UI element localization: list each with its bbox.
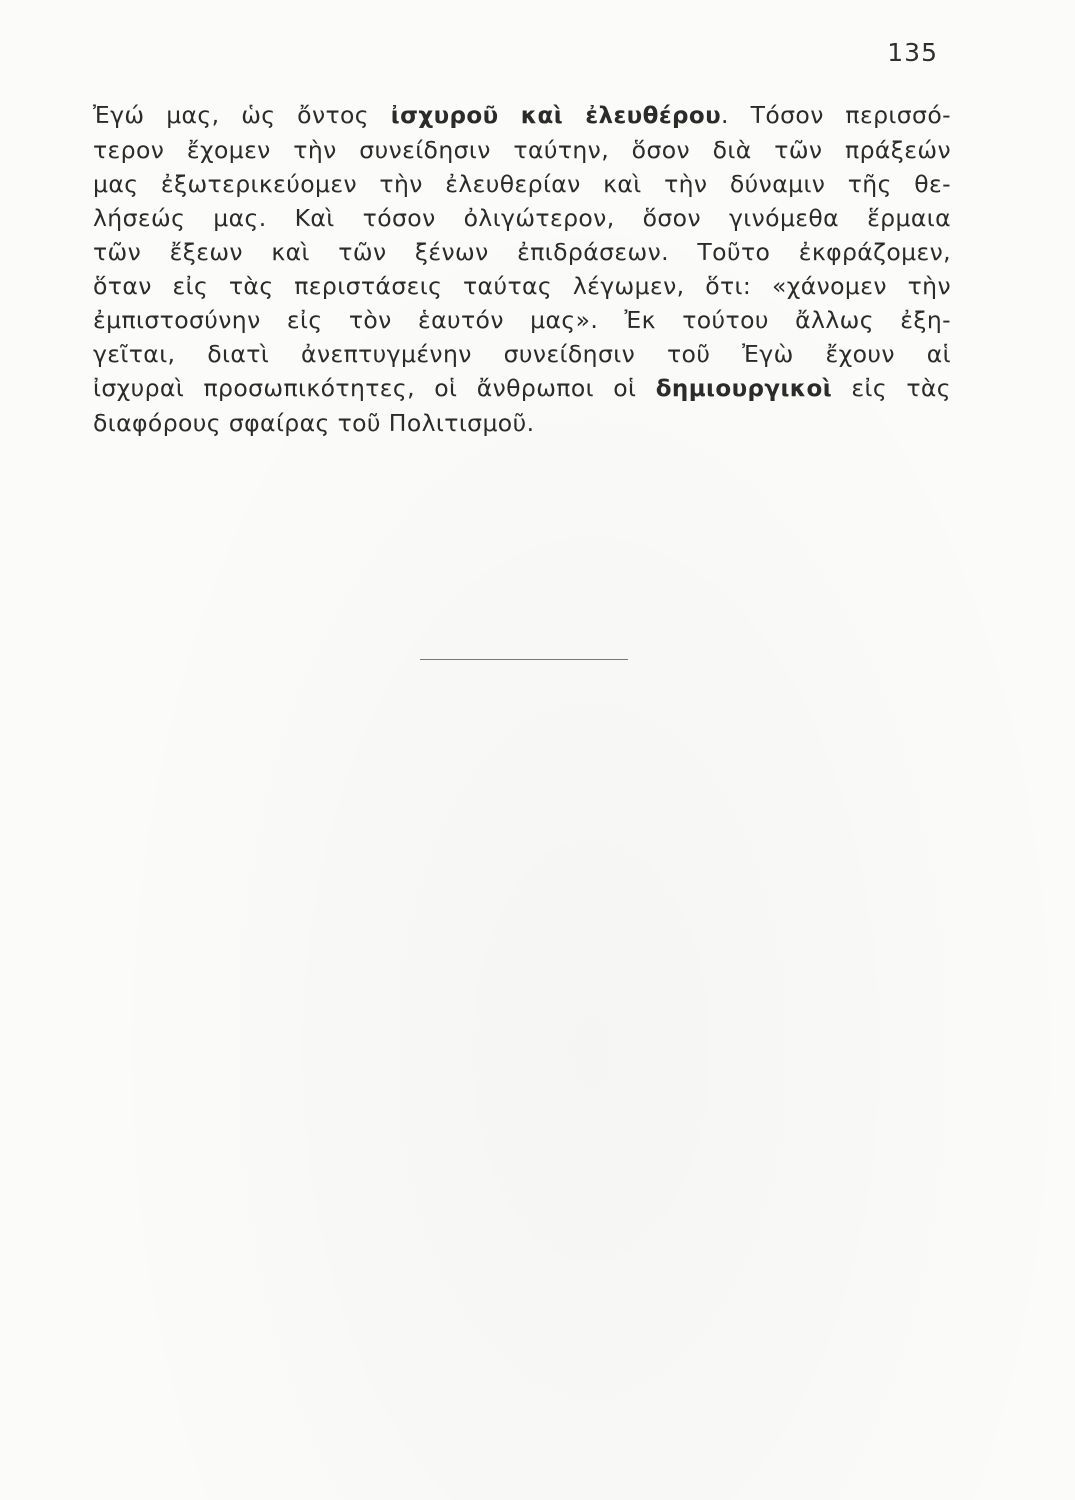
- page-number: 135: [887, 38, 938, 67]
- emphasized-text: ἰσχυροῦ καὶ ἐλευθέρου: [390, 103, 722, 129]
- text-line: [93, 201, 951, 235]
- body-paragraph: [93, 98, 951, 440]
- text-line: [93, 167, 951, 201]
- text-run: Ἐγώ μας, ὡς ὄντος: [93, 101, 391, 129]
- text-line: [93, 337, 951, 371]
- text-run: τῶν ἔξεων καὶ τῶν ξένων ἐπιδράσεων. Τοῦτο ἐκφράζομεν,: [93, 238, 951, 266]
- text-run: ἰσχυραὶ προσωπικότητες, οἱ ἄνθρωποι οἱ: [93, 374, 656, 402]
- text-run: λήσεώς μας. Καὶ τόσον ὀλιγώτερον, ὅσον γινόμεθα ἕρμαια: [93, 204, 951, 232]
- text-line: [93, 98, 951, 133]
- section-divider: [420, 659, 628, 660]
- text-line: [93, 235, 951, 269]
- text-line: [93, 406, 951, 440]
- text-run: μας ἐξωτερικεύομεν τὴν ἐλευθερίαν καὶ τὴν δύναμιν τῆς θε-: [93, 170, 951, 198]
- text-run: ὅταν εἰς τὰς περιστάσεις ταύτας λέγωμεν, ὅτι: «χάνομεν τὴν: [93, 272, 951, 300]
- text-line: [93, 371, 951, 406]
- text-line: [93, 133, 951, 167]
- text-run: γεῖται, διατὶ ἀνεπτυγμένην συνείδησιν τοῦ Ἐγὼ ἔχουν αἱ: [93, 340, 951, 368]
- text-line: [93, 269, 951, 303]
- emphasized-text: δημιουργικοὶ: [655, 376, 833, 402]
- text-line: [93, 303, 951, 337]
- text-run: τερον ἔχομεν τὴν συνείδησιν ταύτην, ὅσον διὰ τῶν πράξεών: [93, 136, 951, 164]
- text-run: . Τόσον περισσό-: [721, 101, 952, 129]
- text-run: ἐμπιστοσύνην εἰς τὸν ἑαυτόν μας». Ἐκ τούτου ἄλλως ἐξη-: [93, 306, 951, 334]
- text-run: εἰς τὰς: [832, 374, 951, 402]
- text-run: διαφόρους σφαίρας τοῦ Πολιτισμοῦ.: [93, 409, 535, 437]
